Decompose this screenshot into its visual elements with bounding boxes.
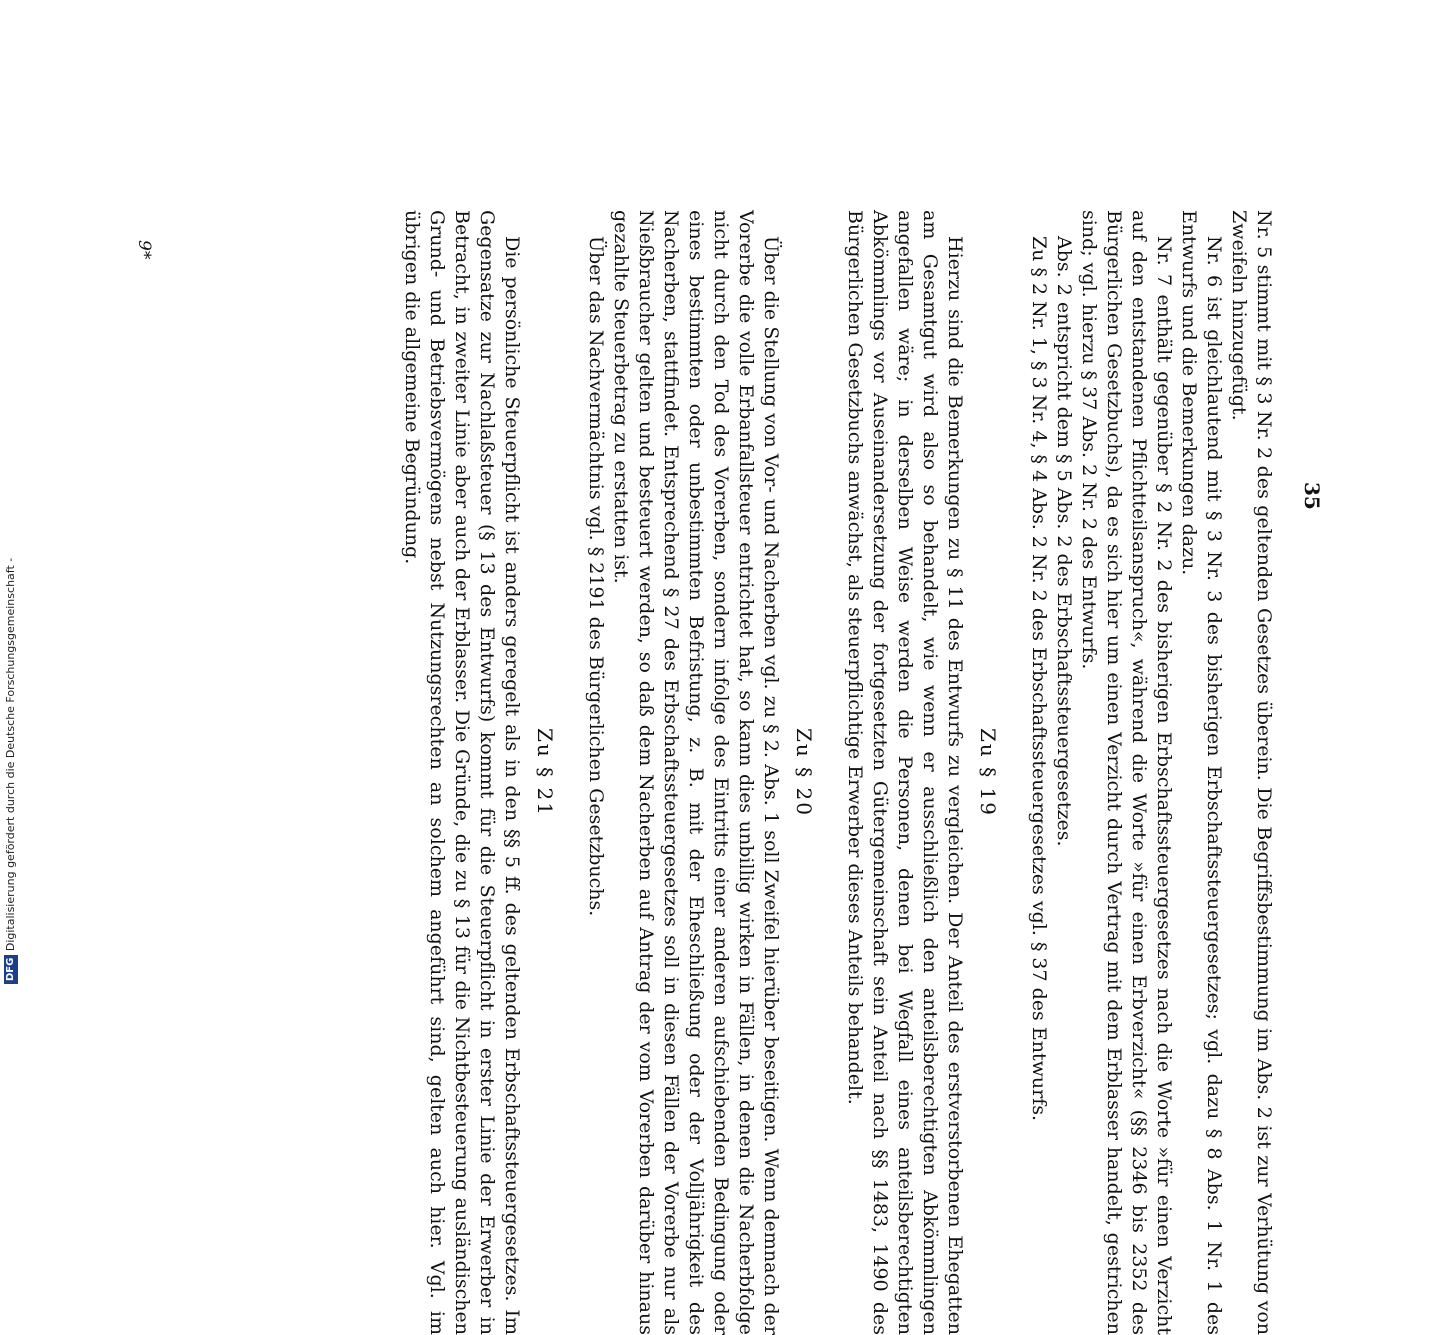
digitization-note	[0, 0, 22, 1000]
paragraph: Nr. 6 ist gleichlautend mit § 3 Nr. 3 des bisherigen Erbschaftssteuergesetzes; vgl. dazu § 8 Abs. 1 Nr. 1 des Entwurfs und die Bemerkungen dazu.	[1178, 210, 1225, 1335]
section-heading: Zu § 19	[976, 728, 1000, 817]
paragraph: Nr. 7 enthält gegenüber § 2 Nr. 2 des bisherigen Erbschaftssteuergesetzes nach die Worte »für einen Verzicht auf den entstandenen Pflichtteilsanspruch«, während die Worte »für einen Erbverzicht« (§§ 2346 bis 2352 des Bürgerlichen Gesetzbuchs), da es sich hier um einen Verzicht durch Vertrag mit dem Erblasser handelt, gestrichen sind; vgl. hierzu § 37 Abs. 2 Nr. 2 des Entwurfs.	[1078, 210, 1175, 1335]
signature-mark: 9*	[134, 240, 154, 260]
section-heading: Zu § 21	[533, 728, 557, 817]
paragraph: Nr. 5 stimmt mit § 3 Nr. 2 des geltenden Gesetzes überein. Die Begriffsbestimmung im Abs. 2 ist zur Verhütung von Zweifeln hinzugefügt.	[1228, 210, 1275, 1335]
paragraph: Die persönliche Steuerpflicht ist anders geregelt als in den §§ 5 ff. des geltenden Erbschaftssteuergesetzes. Im Gegensatze zur Nachlaßsteuer (§ 13 des Entwurfs) kommt für die Steuerpflicht in erster Linie der Erwerber in Betracht, in zweiter Linie aber auch der Erblasser. Die Gründe, die zu § 13 für die Nichtbesteuerung ausländischen Grund- und Betriebsvermögens nebst Nutzungsrechten an solchem angeführt sind, gelten auch hier. Vgl. im übrigen die allgemeine Begründung.	[401, 210, 523, 1335]
digitization-note-text: Digitalisierung gefördert durch die Deutsche Forschungsgemeinschaft -	[4, 557, 17, 952]
document-body	[399, 210, 1276, 1335]
section-heading: Zu § 20	[792, 728, 816, 817]
paragraph: Über das Nachvermächtnis vgl. § 2191 des Bürgerlichen Gesetzbuchs.	[585, 236, 607, 917]
dfg-logo: DFG	[4, 955, 18, 984]
paragraph: Abs. 2 entspricht dem § 5 Abs. 2 des Erbschaftssteuergesetzes.	[1053, 236, 1075, 847]
paragraph: Zu § 2 Nr. 1, § 3 Nr. 4, § 4 Abs. 2 Nr. 2 des Erbschaftssteuergesetzes vgl. § 37 des Entwurfs.	[1028, 236, 1050, 1121]
page-number: 35	[1300, 482, 1324, 510]
paragraph: Hierzu sind die Bemerkungen zu § 11 des Entwurfs zu vergleichen. Der Anteil des erstverstorbenen Ehegatten am Gesamtgut wird also so behandelt, wie wenn er ausschließlich den anteilsberechtigten Abkömmlingen angefallen wäre; in derselben Weise werden die Personen, denen bei Wegfall eines anteilsberechtigten Abkömmlings vor Auseinandersetzung der fortgesetzten Gütergemeinschaft sein Anteil nach §§ 1483, 1490 des Bürgerlichen Gesetzbuchs anwächst, als steuerpflichtige Erwerber dieses Anteils behandelt.	[844, 210, 966, 1335]
paragraph: Über die Stellung von Vor- und Nacherben vgl. zu § 2. Abs. 1 soll Zweifel hierüber beseitigen. Wenn demnach der Vorerbe die volle Erbanfallsteuer entrichtet hat, so kann dies unbillig wirken in Fällen, in denen die Nacherbfolge nicht durch den Tod des Vorerben, sondern infolge des Eintritts einer anderen aufschiebenden Bedingung oder eines bestimmten oder unbestimmten Befristung, z. B. mit der Eheschließung oder der Volljährigkeit des Nacherben, stattfindet. Entsprechend § 27 des Erbschaftssteuergesetzes soll in diesen Fällen der Vorerbe nur als Nießbraucher gelten und besteuert werden, so daß dem Nacherben auf Antrag der vom Vorerben darüber hinaus gezahlte Steuerbetrag zu erstatten ist.	[610, 210, 782, 1335]
